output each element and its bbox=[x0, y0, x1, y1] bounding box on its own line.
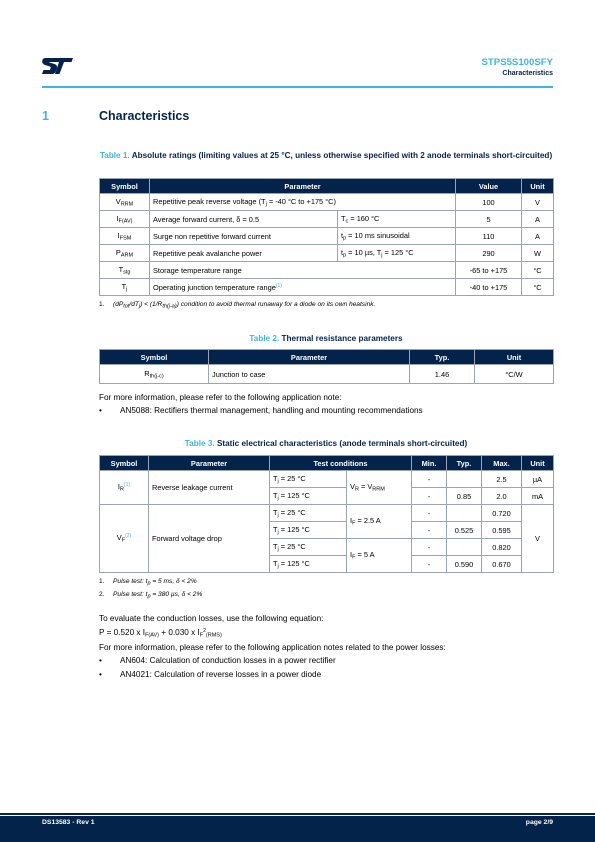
table-row bbox=[100, 245, 554, 262]
thermal-resistance-table bbox=[99, 349, 554, 384]
col-header-parameter: Parameter bbox=[209, 350, 410, 365]
symbol-cell: $I_{FSM}$ bbox=[100, 228, 150, 245]
value-cell: 290 bbox=[456, 245, 522, 262]
symbol-cell: $V_F^{(2)}$ bbox=[100, 505, 149, 573]
typ-cell bbox=[447, 471, 482, 488]
app-note-link[interactable]: AN5088: Rectifiers thermal management, handling and mounting recommendations bbox=[120, 406, 423, 415]
value-cell: 110 bbox=[456, 228, 522, 245]
parameter-cell: Repetitive peak avalanche power bbox=[150, 245, 338, 262]
min-cell: - bbox=[412, 505, 447, 522]
footnote-ref[interactable]: (2) bbox=[125, 533, 132, 540]
col-header-unit: Unit bbox=[475, 350, 554, 365]
parameter-cell: Average forward current, δ = 0.5 bbox=[150, 211, 338, 228]
col-header-typ: Typ. bbox=[447, 456, 482, 471]
table3-footnote-1: 1. Pulse test: $t_p = 5$ ms, δ < 2% bbox=[99, 578, 197, 587]
typ-cell: 0.85 bbox=[447, 488, 482, 505]
condition-cell: $V_R = V_{RRM}$ bbox=[347, 471, 412, 505]
table2-caption bbox=[99, 333, 553, 344]
section-number: 1 bbox=[42, 109, 49, 123]
parameter-cell: Surge non repetitive forward current bbox=[150, 228, 338, 245]
static-electrical-table bbox=[99, 455, 554, 573]
typ-cell: 1.46 bbox=[410, 365, 475, 384]
min-cell: - bbox=[412, 556, 447, 573]
max-cell: 2.0 bbox=[482, 488, 522, 505]
condition-cell: $T_c = 160$ °C bbox=[338, 211, 456, 228]
tj-condition-cell: $T_j = 25$ °C bbox=[270, 539, 347, 556]
footnote-ref[interactable]: (1) bbox=[123, 482, 131, 489]
header-section: Characteristics bbox=[502, 70, 553, 77]
app-note-link[interactable]: AN604: Calculation of conduction losses in a power rectifier bbox=[120, 656, 336, 665]
table-row bbox=[100, 471, 554, 488]
table1-label: Table 1. bbox=[99, 151, 130, 160]
table1-title: Absolute ratings (limiting values at 25 °C, unless otherwise specified with 2 anode terminals short-circuited) bbox=[131, 151, 553, 160]
table-row bbox=[100, 228, 554, 245]
symbol-cell: $I_R^{(1)}$ bbox=[100, 471, 149, 505]
col-header-typ: Typ. bbox=[410, 350, 475, 365]
col-header-unit: Unit bbox=[522, 456, 554, 471]
col-header-parameter: Parameter bbox=[149, 456, 270, 471]
tj-condition-cell: $T_j = 125$ °C bbox=[270, 488, 347, 505]
table-row bbox=[100, 279, 554, 296]
symbol-cell: $R_{th(j-c)}$ bbox=[100, 365, 209, 384]
condition-cell: $t_p = 10$ µs, $T_j = 125$ °C bbox=[338, 245, 456, 262]
max-cell: 0.820 bbox=[482, 539, 522, 556]
table3-caption bbox=[99, 438, 553, 449]
unit-cell: A bbox=[522, 228, 554, 245]
list-item: • AN604: Calculation of conduction losses in a power rectifier bbox=[99, 656, 336, 665]
unit-cell: °C bbox=[522, 279, 554, 296]
footer-page-number: page 2/9 bbox=[525, 819, 553, 826]
condition-cell: $t_p = 10$ ms sinusoidal bbox=[338, 228, 456, 245]
absolute-ratings-table bbox=[99, 178, 554, 296]
unit-cell: A bbox=[522, 211, 554, 228]
symbol-cell: $T_{stg}$ bbox=[100, 262, 150, 279]
table-row bbox=[100, 365, 554, 384]
symbol-cell: $P_{ARM}$ bbox=[100, 245, 150, 262]
tj-condition-cell: $T_j = 25$ °C bbox=[270, 471, 347, 488]
table2-title: Thermal resistance parameters bbox=[281, 334, 403, 343]
table-row bbox=[100, 505, 554, 522]
condition-cell: $I_F = 2.5$ A bbox=[347, 505, 412, 539]
min-cell: - bbox=[412, 488, 447, 505]
unit-cell: µA bbox=[522, 471, 554, 488]
table-row bbox=[100, 262, 554, 279]
list-item: • AN5088: Rectifiers thermal management, handling and mounting recommendations bbox=[99, 406, 423, 415]
symbol-cell: $I_{F(AV)}$ bbox=[100, 211, 150, 228]
app-note-link[interactable]: AN4021: Calculation of reverse losses in a power diode bbox=[120, 670, 322, 679]
min-cell: - bbox=[412, 522, 447, 539]
table3-label: Table 3. bbox=[184, 439, 215, 448]
unit-cell: V bbox=[522, 505, 554, 573]
typ-cell bbox=[447, 505, 482, 522]
unit-cell: V bbox=[522, 194, 554, 211]
tj-condition-cell: $T_j = 125$ °C bbox=[270, 522, 347, 539]
max-cell: 0.670 bbox=[482, 556, 522, 573]
value-cell: -65 to +175 bbox=[456, 262, 522, 279]
parameter-cell: Forward voltage drop bbox=[149, 505, 270, 573]
tj-condition-cell: $T_j = 25$ °C bbox=[270, 505, 347, 522]
footer-divider bbox=[0, 813, 595, 815]
max-cell: 2.5 bbox=[482, 471, 522, 488]
typ-cell bbox=[447, 539, 482, 556]
table-header-row bbox=[100, 179, 554, 194]
parameter-cell: Operating junction temperature range$^{(1)}$ bbox=[150, 279, 456, 296]
footnote-ref[interactable]: (1) bbox=[275, 282, 282, 289]
table3-footnote-2: 2. Pulse test: $t_p = 380$ µs, δ < 2% bbox=[99, 591, 203, 600]
typ-cell: 0.525 bbox=[447, 522, 482, 539]
table-row bbox=[100, 194, 554, 211]
table-header-row bbox=[100, 350, 554, 365]
table1-caption bbox=[99, 150, 553, 161]
col-header-test-conditions: Test conditions bbox=[270, 456, 412, 471]
equation-intro: To evaluate the conduction losses, use the following equation: bbox=[99, 614, 324, 623]
list-item: • AN4021: Calculation of reverse losses in a power diode bbox=[99, 670, 322, 679]
unit-cell: °C bbox=[522, 262, 554, 279]
condition-cell: $I_F = 5$ A bbox=[347, 539, 412, 573]
typ-cell: 0.590 bbox=[447, 556, 482, 573]
table2-label: Table 2. bbox=[249, 334, 280, 343]
symbol-cell: $T_j$ bbox=[100, 279, 150, 296]
header-part-number: STPS5S100SFY bbox=[481, 57, 553, 68]
max-cell: 0.595 bbox=[482, 522, 522, 539]
col-header-min: Min. bbox=[412, 456, 447, 471]
table-header-row bbox=[100, 456, 554, 471]
max-cell: 0.720 bbox=[482, 505, 522, 522]
table-row bbox=[100, 211, 554, 228]
parameter-cell: Reverse leakage current bbox=[149, 471, 270, 505]
col-header-max: Max. bbox=[482, 456, 522, 471]
value-cell: 5 bbox=[456, 211, 522, 228]
unit-cell: W bbox=[522, 245, 554, 262]
col-header-symbol: Symbol bbox=[100, 179, 150, 194]
min-cell: - bbox=[412, 539, 447, 556]
conduction-loss-equation: P = 0.520 x $I_{F(AV)} + 0.030$ x $I_F^2_{(RMS)}$ bbox=[99, 628, 222, 639]
col-header-value: Value bbox=[456, 179, 522, 194]
min-cell: - bbox=[412, 471, 447, 488]
col-header-symbol: Symbol bbox=[100, 350, 209, 365]
info-text-1: For more information, please refer to the following application note: bbox=[99, 393, 342, 402]
symbol-cell: $V_{RRM}$ bbox=[100, 194, 150, 211]
section-title: Characteristics bbox=[99, 109, 190, 123]
unit-cell: mA bbox=[522, 488, 554, 505]
footer-doc-id: DS13583 - Rev 1 bbox=[42, 819, 95, 826]
unit-cell: °C/W bbox=[475, 365, 554, 384]
col-header-unit: Unit bbox=[522, 179, 554, 194]
table3-title: Static electrical characteristics (anode terminals short-circuited) bbox=[216, 439, 468, 448]
tj-condition-cell: $T_j = 125$ °C bbox=[270, 556, 347, 573]
parameter-cell: Repetitive peak reverse voltage ($T_j = -40$ °C to +175 °C) bbox=[150, 194, 456, 211]
st-logo-icon bbox=[42, 57, 74, 75]
table1-footnote: 1. $(dP_{tot}/dT_j) < (1/R_{th(j-a)})$ condition to avoid thermal runaway for a diode on its own heatsink. bbox=[99, 301, 376, 310]
info-text-2: For more information, please refer to the following application notes related to the power losses: bbox=[99, 643, 446, 652]
col-header-parameter: Parameter bbox=[150, 179, 456, 194]
value-cell: -40 to +175 bbox=[456, 279, 522, 296]
header-divider bbox=[42, 86, 553, 88]
value-cell: 100 bbox=[456, 194, 522, 211]
col-header-symbol: Symbol bbox=[100, 456, 149, 471]
parameter-cell: Junction to case bbox=[209, 365, 410, 384]
parameter-cell: Storage temperature range bbox=[150, 262, 456, 279]
